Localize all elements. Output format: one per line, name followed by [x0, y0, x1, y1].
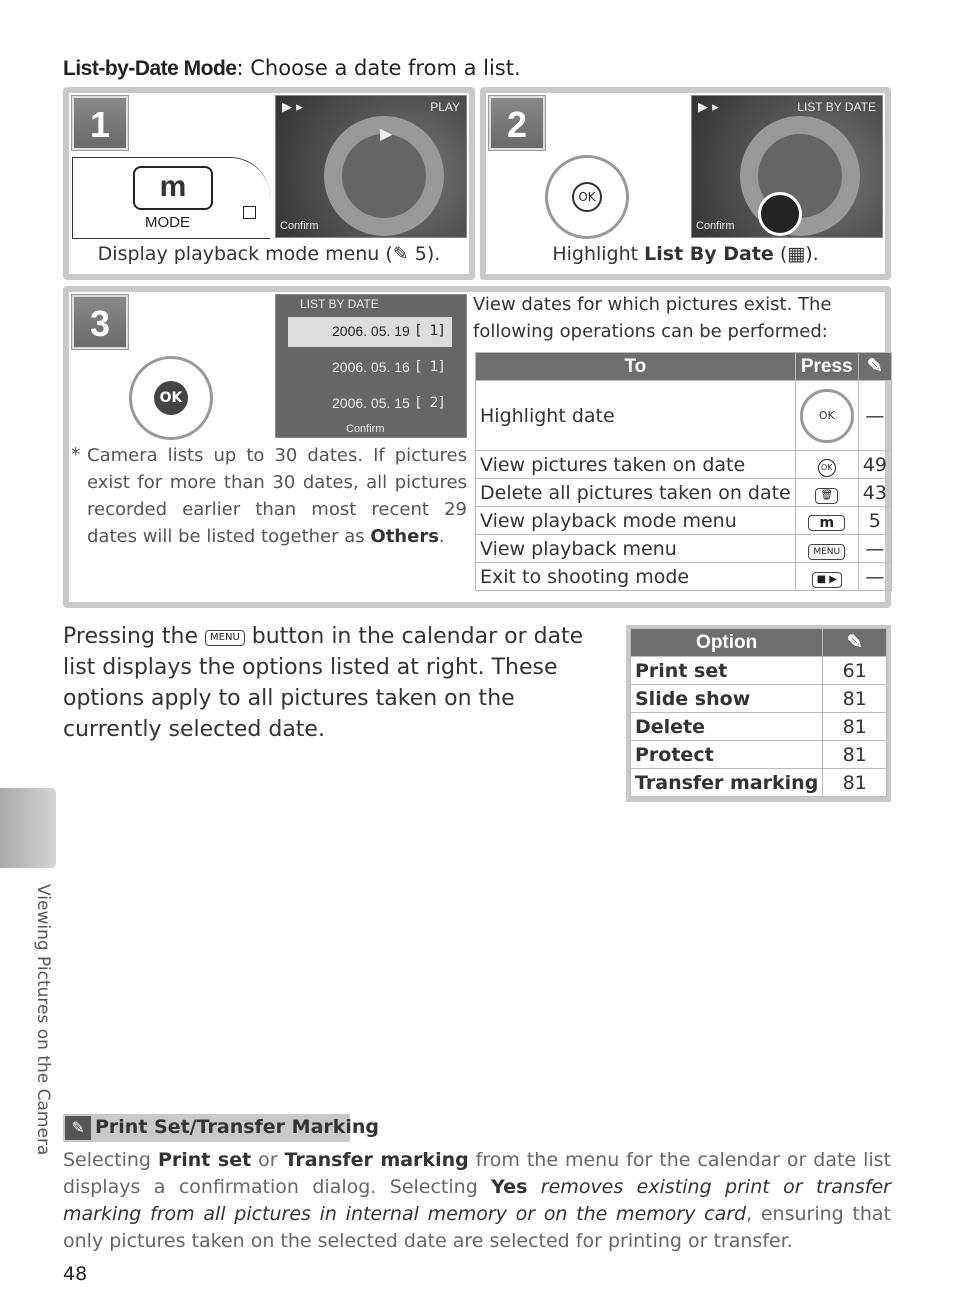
page-number: 48	[63, 1263, 88, 1285]
col-ref-icon: ✎	[858, 353, 891, 381]
heading-bold: List-by-Date Mode	[63, 57, 237, 80]
heading-rest: : Choose a date from a list.	[236, 56, 521, 80]
confirm-label: Confirm	[346, 423, 385, 435]
ok-icon: OK	[795, 451, 858, 479]
dial-icon: OK	[795, 381, 858, 451]
step3-number: 3	[72, 295, 128, 349]
step2-caption: Highlight List By Date (▦).	[552, 243, 819, 265]
confirm-label: Confirm	[696, 220, 735, 232]
option-ref: 81	[823, 685, 887, 713]
date-row-selected	[288, 317, 452, 347]
col-to: To	[476, 353, 796, 381]
checkbox-icon	[243, 206, 256, 219]
note-i1: removes existing print or transfer marking from all pictures in internal memory or on the memory card	[63, 1176, 891, 1225]
screen-title: LIST BY DATE	[797, 100, 876, 114]
row-to: View playback mode menu	[476, 507, 796, 535]
note-t3: from the menu for the calendar or date list displays a confirmation dialog. Selecting	[63, 1149, 892, 1198]
note-title: Print Set/Transfer Marking	[95, 1116, 380, 1138]
note-post: .	[438, 526, 445, 547]
row-to: View playback menu	[476, 535, 796, 563]
mode-button-illustration	[72, 157, 270, 239]
option-ref: 81	[823, 713, 887, 741]
caption-pre: Highlight	[552, 243, 645, 265]
step3-screen	[275, 294, 467, 438]
step3-intro: View dates for which pictures exist. The following operations can be performed:	[473, 294, 832, 342]
caption-ref: 5	[414, 243, 427, 265]
caption-pre: Display playback mode menu (	[97, 243, 393, 265]
row-to: Highlight date	[476, 381, 796, 451]
step2-panel	[480, 87, 891, 280]
option-name: Protect	[631, 741, 823, 769]
note-t4: , ensuring that only pictures taken on the selected date are selected for printing or transfer.	[63, 1203, 891, 1252]
step2-number: 2	[489, 96, 545, 150]
date-row	[288, 353, 452, 383]
chapter-tab	[0, 788, 56, 868]
row-to: Exit to shooting mode	[476, 563, 796, 591]
multi-selector-dial	[129, 356, 213, 440]
row-ref: 43	[858, 479, 891, 507]
mode-button: m	[133, 166, 213, 210]
caption-bold: List By Date	[644, 243, 774, 265]
date-bracket: [	[416, 359, 422, 375]
date-icon: ▦	[787, 243, 806, 265]
option-ref: 81	[823, 741, 887, 769]
screen-title: LIST BY DATE	[300, 297, 379, 311]
mode-icon: m	[795, 507, 858, 535]
operations-table	[475, 352, 892, 591]
row-ref: —	[858, 381, 891, 451]
note-title-bar	[63, 1114, 380, 1142]
row-ref: —	[858, 563, 891, 591]
date-count: 1]	[429, 359, 444, 375]
option-name: Delete	[631, 713, 823, 741]
step3-panel	[63, 286, 891, 608]
date-count: 1]	[429, 323, 444, 339]
row-ref: —	[858, 535, 891, 563]
menu-icon: MENU	[795, 535, 858, 563]
date-count: 2]	[429, 395, 444, 411]
col-option: Option	[631, 629, 823, 657]
side-label: Viewing Pictures on the Camera	[33, 884, 53, 1156]
row-to: Delete all pictures taken on date	[476, 479, 796, 507]
row-ref: 5	[858, 507, 891, 535]
note-b1: Print set	[157, 1149, 252, 1171]
mode-label: MODE	[145, 214, 190, 231]
date-value: 2006. 05. 19	[332, 323, 410, 339]
pencil-icon: ✎	[65, 1116, 91, 1140]
pressing-post: button in the calendar or date list displays the options listed at right. These options apply to all pictures taken on the currently selected date.	[63, 624, 584, 742]
pressing-pre: Pressing the	[63, 624, 206, 649]
date-row	[288, 389, 452, 419]
caption-post: ).	[426, 243, 441, 265]
multi-selector-dial	[545, 155, 629, 239]
date-bracket: [	[416, 395, 422, 411]
step1-panel	[63, 87, 475, 280]
section-heading	[63, 56, 521, 81]
step2-screen	[691, 95, 883, 238]
side-label-box	[33, 884, 53, 1164]
note-b2: Transfer marking	[284, 1149, 469, 1171]
play-mode-icon: ▶	[380, 124, 393, 143]
row-to: View pictures taken on date	[476, 451, 796, 479]
date-value: 2006. 05. 16	[332, 359, 410, 375]
note-t1: Selecting	[63, 1149, 158, 1171]
playback-icon: ✎	[392, 243, 415, 265]
date-value: 2006. 05. 15	[332, 395, 410, 411]
play-icon: ▶ ▸	[282, 100, 303, 115]
date-highlight-icon	[758, 192, 802, 236]
row-ref: 49	[858, 451, 891, 479]
col-ref-icon: ✎	[823, 629, 887, 657]
step1-number: 1	[72, 96, 128, 150]
option-name: Transfer marking	[631, 769, 823, 797]
options-table	[630, 628, 887, 797]
date-bracket: [	[416, 323, 422, 339]
ok-icon: OK	[154, 381, 188, 415]
note-bold: Others	[370, 526, 439, 547]
camera-play-icon: ■ ▶	[795, 563, 858, 591]
caption-post: ).	[805, 243, 819, 265]
note-t2: or	[251, 1149, 285, 1171]
option-ref: 61	[823, 657, 887, 685]
step1-screen	[275, 95, 467, 238]
note-pre: Camera lists up to 30 dates. If pictures exist for more than 30 dates, all pictures recorded earlier than most recent 29 dates will be listed together as	[87, 445, 467, 547]
option-name: Print set	[631, 657, 823, 685]
menu-icon: MENU	[205, 630, 245, 646]
confirm-label: Confirm	[280, 220, 319, 232]
ok-icon: OK	[572, 182, 602, 212]
option-name: Slide show	[631, 685, 823, 713]
col-press: Press	[795, 353, 858, 381]
trash-icon: 🗑	[795, 479, 858, 507]
pressing-paragraph	[63, 621, 611, 745]
screen-title: PLAY	[430, 100, 460, 114]
footnote	[87, 442, 467, 550]
option-ref: 81	[823, 769, 887, 797]
step1-caption	[63, 243, 475, 265]
play-icon: ▶ ▸	[698, 100, 719, 115]
footnote-star: *	[71, 444, 81, 466]
note-body	[63, 1147, 891, 1255]
note-b3: Yes	[491, 1176, 528, 1198]
